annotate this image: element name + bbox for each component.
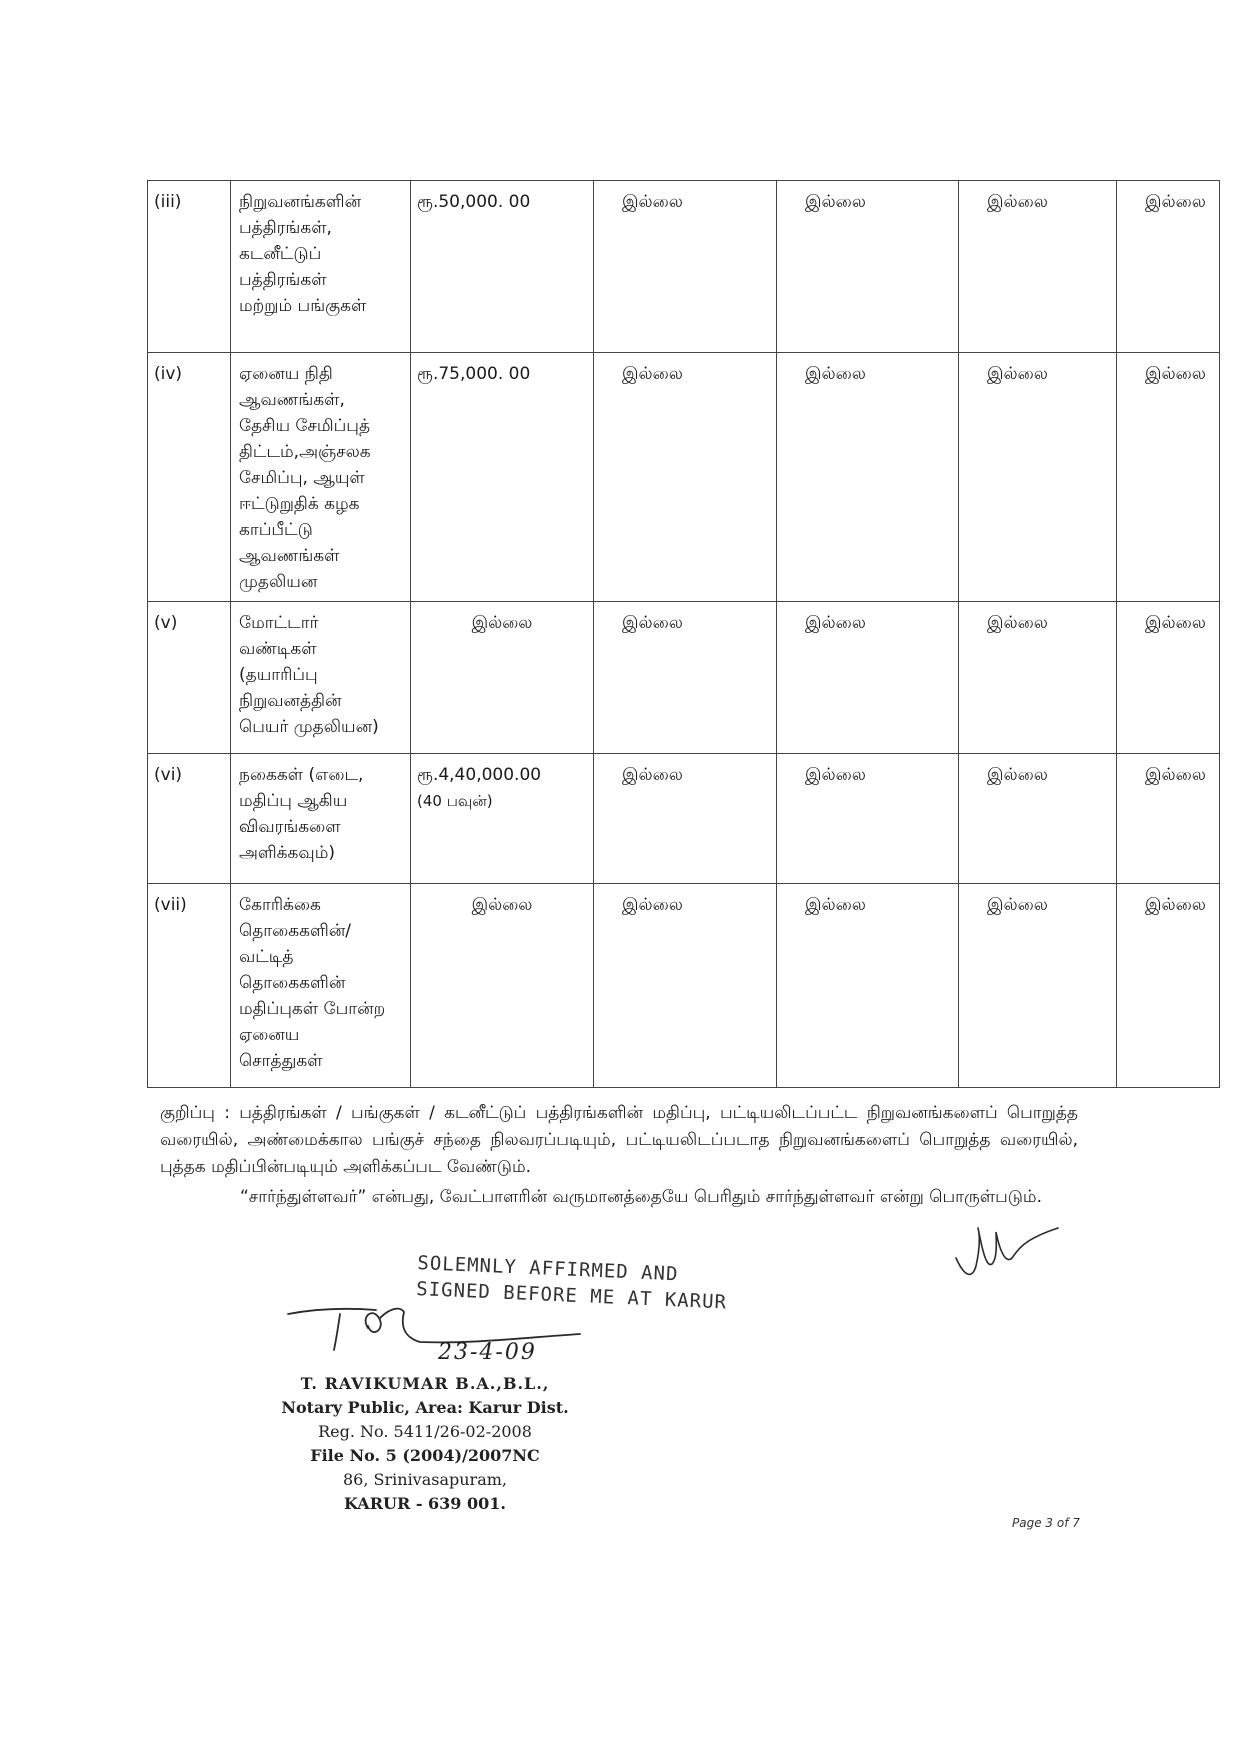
description-line: முதலியன bbox=[239, 572, 318, 592]
description-line: மோட்டார் bbox=[239, 613, 319, 633]
value-text: இல்லை bbox=[987, 613, 1048, 633]
description-line: ஆவணங்கள் bbox=[239, 546, 340, 566]
description-line: ஏனைய bbox=[239, 1025, 300, 1045]
table-row bbox=[148, 602, 1220, 754]
value-cell bbox=[411, 884, 594, 1088]
serial-number: (vii) bbox=[148, 884, 231, 1088]
dependent-definition bbox=[160, 1184, 1078, 1211]
stamp-line-1: SOLEMNLY AFFIRMED AND bbox=[416, 1251, 679, 1286]
value-cell bbox=[1117, 754, 1220, 884]
value-cell bbox=[959, 602, 1117, 754]
table-row bbox=[148, 353, 1220, 602]
note-paragraph: குறிப்பு : பத்திரங்கள் / பங்குகள் / கடனீட்டுப் பத்திரங்களின் மதிப்பு, பட்டியலிடப்பட்ட நிறுவனங்களைப் பொறுத்த வரையில், அண்மைக்கால பங்குச் சந்தை நிலவரப்படியும், பட்டியலிடப்படாத நிறுவனங்களைப் பொறுத்த வரையில், புத்தக மதிப்பின்படியும் அளிக்கப்பட வேண்டும். bbox=[160, 1103, 1078, 1177]
asset-description bbox=[231, 181, 411, 353]
description-line: மற்றும் பங்குகள் bbox=[239, 296, 367, 316]
description-line: சேமிப்பு, ஆயுள் bbox=[239, 468, 365, 488]
notary-reg: Reg. No. 5411/26-02-2008 bbox=[318, 1422, 532, 1441]
value-cell bbox=[959, 181, 1117, 353]
description-line: நகைகள் (எடை, bbox=[239, 765, 364, 785]
asset-description bbox=[231, 602, 411, 754]
notary-address: 86, Srinivasapuram, bbox=[343, 1470, 507, 1489]
value-cell bbox=[594, 181, 777, 353]
value-cell bbox=[959, 884, 1117, 1088]
value-text: இல்லை bbox=[622, 192, 683, 212]
value-text: ரூ.4,40,000.00 bbox=[417, 765, 542, 785]
value-text: ரூ.50,000. 00 bbox=[417, 192, 531, 212]
value-cell bbox=[777, 754, 959, 884]
value-cell bbox=[594, 602, 777, 754]
description-line: திட்டம்,அஞ்சலக bbox=[239, 442, 371, 462]
notary-file: File No. 5 (2004)/2007NC bbox=[310, 1446, 540, 1465]
value-text: இல்லை bbox=[1145, 895, 1206, 915]
value-text: இல்லை bbox=[471, 613, 533, 633]
description-line: நிறுவனத்தின் bbox=[239, 691, 342, 711]
value-text: இல்லை bbox=[1145, 765, 1206, 785]
value-cell bbox=[1117, 181, 1220, 353]
description-line: கடனீட்டுப் bbox=[239, 244, 322, 264]
description-line: பெயர் முதலியன) bbox=[239, 717, 379, 737]
description-line: கோரிக்கை bbox=[239, 895, 321, 915]
description-line: தொகைகளின்/ bbox=[239, 921, 352, 941]
asset-description bbox=[231, 884, 411, 1088]
value-cell bbox=[411, 602, 594, 754]
value-text: இல்லை bbox=[1145, 613, 1206, 633]
serial-number: (v) bbox=[148, 602, 231, 754]
value-subtext: (40 பவுன்) bbox=[417, 792, 493, 810]
description-line: அளிக்கவும்) bbox=[239, 843, 336, 863]
value-cell bbox=[594, 754, 777, 884]
table-row bbox=[148, 884, 1220, 1088]
value-text: இல்லை bbox=[805, 895, 866, 915]
value-cell bbox=[1117, 353, 1220, 602]
description-line: சொத்துகள் bbox=[239, 1051, 323, 1071]
value-cell bbox=[777, 884, 959, 1088]
notary-city: KARUR - 639 001. bbox=[344, 1494, 506, 1513]
value-text: இல்லை bbox=[987, 895, 1048, 915]
value-text: இல்லை bbox=[987, 765, 1048, 785]
value-text: ரூ.75,000. 00 bbox=[417, 364, 531, 384]
value-text: இல்லை bbox=[622, 765, 683, 785]
description-line: பத்திரங்கள், bbox=[239, 218, 332, 238]
value-cell bbox=[1117, 884, 1220, 1088]
description-line: ஏனைய நிதி bbox=[239, 364, 333, 384]
value-cell bbox=[777, 602, 959, 754]
value-cell bbox=[777, 353, 959, 602]
description-line: நிறுவனங்களின் bbox=[239, 192, 362, 212]
description-line: வட்டித் bbox=[239, 947, 294, 967]
value-text: இல்லை bbox=[1145, 192, 1206, 212]
description-line: (தயாரிப்பு bbox=[239, 665, 318, 685]
notary-date: 23-4-09 bbox=[438, 1340, 537, 1365]
serial-number: (vi) bbox=[148, 754, 231, 884]
definition-paragraph: “சார்ந்துள்ளவர்” என்பது, வேட்பாளரின் வருமானத்தையே பெரிதும் சார்ந்துள்ளவர் என்று பொருள்படும். bbox=[240, 1187, 1042, 1207]
value-text: இல்லை bbox=[1145, 364, 1206, 384]
value-text: இல்லை bbox=[987, 364, 1048, 384]
asset-description bbox=[231, 353, 411, 602]
value-cell bbox=[411, 754, 594, 884]
value-cell bbox=[594, 884, 777, 1088]
value-text: இல்லை bbox=[471, 895, 533, 915]
description-line: தேசிய சேமிப்புத் bbox=[239, 416, 371, 436]
value-text: இல்லை bbox=[805, 192, 866, 212]
table-row bbox=[148, 181, 1220, 353]
asset-description bbox=[231, 754, 411, 884]
notary-title: Notary Public, Area: Karur Dist. bbox=[281, 1398, 569, 1417]
value-text: இல்லை bbox=[622, 613, 683, 633]
value-cell bbox=[411, 181, 594, 353]
candidate-signature bbox=[950, 1218, 1070, 1288]
value-text: இல்லை bbox=[805, 765, 866, 785]
description-line: பத்திரங்கள் bbox=[239, 270, 327, 290]
table-row bbox=[148, 754, 1220, 884]
description-line: காப்பீட்டு bbox=[239, 520, 313, 540]
value-text: இல்லை bbox=[805, 364, 866, 384]
value-text: இல்லை bbox=[805, 613, 866, 633]
value-text: இல்லை bbox=[987, 192, 1048, 212]
value-cell bbox=[959, 754, 1117, 884]
stamp-line-2: SIGNED BEFORE ME AT KARUR bbox=[415, 1277, 728, 1314]
value-cell bbox=[594, 353, 777, 602]
value-cell bbox=[1117, 602, 1220, 754]
notary-signature bbox=[280, 1298, 620, 1378]
description-line: ஈட்டுறுதிக் கழக bbox=[239, 494, 360, 514]
notary-name: T. RAVIKUMAR B.A.,B.L., bbox=[300, 1374, 550, 1393]
page-number: Page 3 of 7 bbox=[1012, 1516, 1080, 1530]
description-line: தொகைகளின் bbox=[239, 973, 346, 993]
value-text: இல்லை bbox=[622, 895, 683, 915]
description-line: மதிப்பு ஆகிய bbox=[239, 791, 348, 811]
assets-table bbox=[147, 180, 1220, 1088]
description-line: வண்டிகள் bbox=[239, 639, 317, 659]
note-section bbox=[160, 1100, 1078, 1181]
serial-number: (iv) bbox=[148, 353, 231, 602]
notary-seal bbox=[250, 1372, 600, 1516]
serial-number: (iii) bbox=[148, 181, 231, 353]
value-cell bbox=[777, 181, 959, 353]
description-line: மதிப்புகள் போன்ற bbox=[239, 999, 386, 1019]
value-cell bbox=[959, 353, 1117, 602]
description-line: ஆவணங்கள், bbox=[239, 390, 345, 410]
value-cell bbox=[411, 353, 594, 602]
description-line: விவரங்களை bbox=[239, 817, 341, 837]
value-text: இல்லை bbox=[622, 364, 683, 384]
